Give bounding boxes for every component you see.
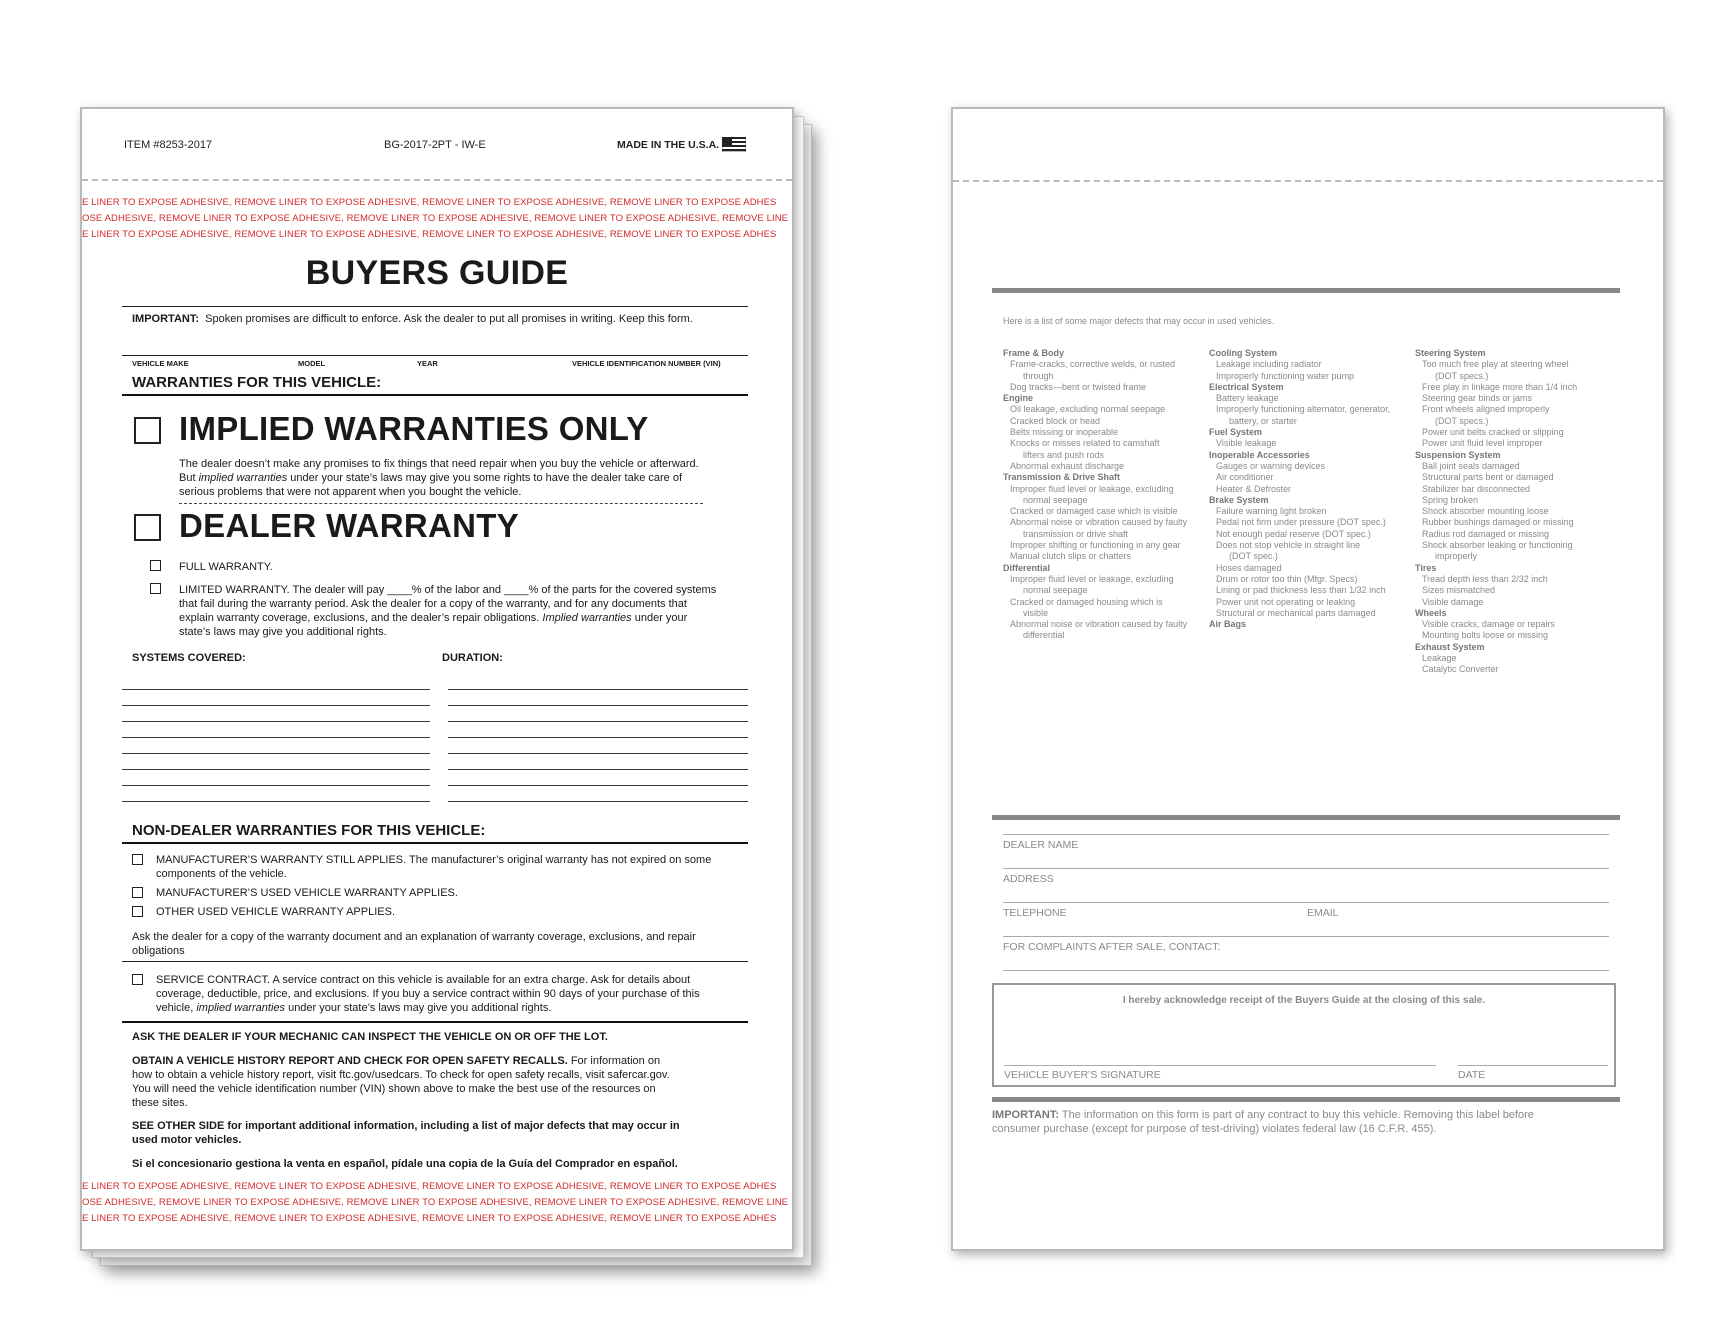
spanish-notice: Si el concesionario gestiona la venta en español, pídale una copia de la Guía del Comprador en español.: [132, 1158, 678, 1170]
mechanic-notice: ASK THE DEALER IF YOUR MECHANIC CAN INSPECT THE VEHICLE ON OR OFF THE LOT.: [132, 1031, 608, 1043]
page-title: BUYERS GUIDE: [305, 254, 569, 292]
defect-item: Cracked or damaged housing which is: [1010, 596, 1163, 607]
manufacturer-warranty-checkbox[interactable]: [132, 854, 143, 865]
duration-line[interactable]: [448, 689, 748, 690]
history-report-text: OBTAIN A VEHICLE HISTORY REPORT AND CHECK FOR OPEN SAFETY RECALLS. For information on how to obtain a vehicle history report, visit ftc.gov/usedcars. To check for open safety recalls, visit safercar.gov. You will need the vehicle identification number (VIN) shown above to make the best use of the resources on these sites.: [132, 1055, 670, 1109]
defect-item: Heater & Defroster: [1216, 483, 1292, 494]
service-contract-text: SERVICE CONTRACT. A service contract on this vehicle is available for an extra charge. Ask for details about coverage, deductible, price, and exclusions. If you buy a service contract within 90 days of your purchase of this vehicle, implied warranties under your state’s laws may give you additional rights.: [156, 974, 700, 1014]
date-line[interactable]: [1458, 1065, 1608, 1066]
acknowledgement-box: [992, 983, 1616, 1087]
duration-line[interactable]: [448, 801, 748, 802]
defect-item: Gauges or warning devices: [1216, 460, 1326, 471]
other-used-checkbox[interactable]: [132, 906, 143, 917]
complaints-label: FOR COMPLAINTS AFTER SALE, CONTACT:: [1003, 941, 1221, 953]
other-used-label: OTHER USED VEHICLE WARRANTY APPLIES.: [156, 906, 396, 918]
dealer-warranty-title: DEALER WARRANTY: [179, 507, 519, 544]
manufacturer-used-label: MANUFACTURER’S USED VEHICLE WARRANTY APPLIES.: [156, 887, 458, 899]
defect-item: Air conditioner: [1216, 472, 1274, 483]
address-label: ADDRESS: [1003, 873, 1054, 885]
telephone-line[interactable]: [1003, 902, 1609, 903]
duration-label: DURATION:: [442, 652, 503, 664]
defect-item: (DOT specs.): [1435, 370, 1489, 381]
systems-line[interactable]: [122, 785, 430, 786]
defect-category: Inoperable Accessories: [1209, 449, 1310, 460]
defect-item: Abnormal noise or vibration caused by faulty: [1010, 517, 1188, 528]
signature-line[interactable]: [1004, 1065, 1436, 1066]
defects-column-1: [1003, 348, 1203, 642]
systems-line[interactable]: [122, 737, 430, 738]
duration-line[interactable]: [448, 705, 748, 706]
form-code: BG-2017-2PT - IW-E: [384, 139, 486, 151]
dealer-name-label: DEALER NAME: [1003, 839, 1079, 851]
defect-category: Wheels: [1415, 607, 1447, 618]
systems-line[interactable]: [122, 721, 430, 722]
ask-copy-text: Ask the dealer for a copy of the warranty document and an explanation of warranty coverage, exclusions, and repair obligations: [132, 931, 696, 957]
defect-item: Radius rod damaged or missing: [1422, 528, 1550, 539]
duration-line[interactable]: [448, 721, 748, 722]
defect-item: Rubber bushings damaged or missing: [1422, 517, 1574, 528]
full-warranty-label: FULL WARRANTY.: [179, 561, 273, 573]
defect-category: Cooling System: [1209, 348, 1278, 358]
limited-warranty-checkbox[interactable]: [150, 583, 161, 594]
signature-label: VEHICLE BUYER’S SIGNATURE: [1004, 1069, 1161, 1081]
divider: [122, 306, 748, 307]
divider: [122, 394, 748, 396]
defect-item: Cracked or damaged case which is visible: [1010, 506, 1178, 517]
defect-item: Dog tracks—bent or twisted frame: [1010, 381, 1147, 392]
divider-bar: [992, 288, 1620, 293]
defect-item: Visible leakage: [1216, 438, 1277, 449]
defect-item: Oil leakage, excluding normal seepage: [1010, 404, 1166, 415]
defect-category: Exhaust System: [1415, 641, 1485, 652]
defect-item: Front wheels aligned improperly: [1422, 404, 1550, 415]
defect-item: Abnormal noise or vibration caused by faulty: [1010, 619, 1188, 630]
implied-warranties-text: The dealer doesn’t make any promises to fix things that need repair when you buy the vehicle or afterward. But implied warranties under your state’s laws may give you some rights to have the dealer take care of serious problems that were not apparent when you bought the vehicle.: [179, 458, 699, 498]
defect-item: transmission or drive shaft: [1023, 528, 1129, 539]
non-dealer-heading: NON-DEALER WARRANTIES FOR THIS VEHICLE:: [132, 822, 486, 839]
defect-category: Steering System: [1415, 348, 1486, 358]
defect-item: visible: [1023, 607, 1049, 618]
defects-column-3: [1415, 348, 1615, 676]
email-label: EMAIL: [1307, 907, 1339, 919]
service-contract-checkbox[interactable]: [132, 974, 143, 985]
defect-item: Does not stop vehicle in straight line: [1216, 540, 1361, 551]
manufacturer-used-checkbox[interactable]: [132, 887, 143, 898]
defect-category: Electrical System: [1209, 381, 1284, 392]
defect-item: Catalytic Converter: [1422, 664, 1499, 675]
defect-item: Too much free play at steering wheel: [1422, 359, 1569, 370]
defect-item: (DOT spec.): [1229, 551, 1278, 562]
implied-warranties-title: IMPLIED WARRANTIES ONLY: [179, 410, 649, 447]
liner-row: E LINER TO EXPOSE ADHESIVE, REMOVE LINER TO EXPOSE ADHESIVE, REMOVE LINER TO EXPOSE ADHESIVE, REMOVE LINER TO EXPOSE ADHES: [82, 197, 777, 208]
systems-line[interactable]: [122, 769, 430, 770]
systems-line[interactable]: [122, 689, 430, 690]
divider: [122, 1021, 748, 1023]
defect-item: Ball joint seals damaged: [1422, 460, 1520, 471]
defect-item: Structural parts bent or damaged: [1422, 472, 1554, 483]
date-label: DATE: [1458, 1069, 1486, 1081]
liner-row: E LINER TO EXPOSE ADHESIVE, REMOVE LINER TO EXPOSE ADHESIVE, REMOVE LINER TO EXPOSE ADHESIVE, REMOVE LINER TO EXPOSE ADHES: [82, 229, 777, 240]
perforation-line: [82, 179, 792, 181]
duration-line[interactable]: [448, 737, 748, 738]
buyers-guide-back: [951, 107, 1665, 1251]
defect-item: Cracked block or head: [1010, 415, 1101, 426]
defect-item: Manual clutch slips or chatters: [1010, 551, 1132, 562]
defect-item: Leakage including radiator: [1216, 359, 1322, 370]
defect-item: Shock absorber leaking or functioning: [1422, 540, 1573, 551]
address-line[interactable]: [1003, 868, 1609, 869]
important-note: IMPORTANT: Spoken promises are difficult to enforce. Ask the dealer to put all promises in writing. Keep this form.: [132, 313, 693, 325]
manufacturer-warranty-text: MANUFACTURER’S WARRANTY STILL APPLIES. The manufacturer’s original warranty has not expired on some components of the vehicle.: [156, 854, 712, 880]
systems-line[interactable]: [122, 753, 430, 754]
defect-item: Knocks or misses related to camshaft: [1010, 438, 1160, 449]
defect-item: Structural or mechanical parts damaged: [1216, 607, 1376, 618]
defect-item: Improper fluid level or leakage, excluding: [1010, 483, 1174, 494]
defect-category: Frame & Body: [1003, 348, 1065, 358]
defect-category: Differential: [1003, 562, 1051, 573]
defect-item: normal seepage: [1023, 585, 1088, 596]
complaints-contact-line[interactable]: [1003, 970, 1609, 971]
defect-item: Power unit fluid level improper: [1422, 438, 1543, 449]
defect-item: Battery leakage: [1216, 393, 1279, 404]
defect-item: improperly: [1435, 551, 1478, 562]
defect-item: Hoses damaged: [1216, 562, 1282, 573]
dealer-name-line[interactable]: [1003, 834, 1609, 835]
defect-category: Engine: [1003, 393, 1034, 404]
separator-dashed: [179, 503, 703, 504]
defect-item: Improperly functioning water pump: [1216, 370, 1355, 381]
defect-category: Brake System: [1209, 494, 1269, 505]
item-number: ITEM #8253-2017: [124, 139, 213, 151]
defect-item: Visible damage: [1422, 596, 1484, 607]
defect-item: Abnormal exhaust discharge: [1010, 460, 1125, 471]
duration-line[interactable]: [448, 785, 748, 786]
divider-bar: [992, 815, 1620, 820]
complaints-line[interactable]: [1003, 936, 1609, 937]
back-important-note: IMPORTANT: The information on this form is part of any contract to buy this vehicle. Removing this label before consumer purchase (except for purpose of test-driving) violates federal law (16 C.F.R. 455).: [992, 1109, 1534, 1135]
defect-item: Improper shifting or functioning in any gear: [1010, 540, 1181, 551]
duration-line[interactable]: [448, 769, 748, 770]
defects-intro: Here is a list of some major defects that may occur in used vehicles.: [1003, 316, 1275, 326]
defect-item: differential: [1023, 630, 1065, 641]
defect-item: Improperly functioning alternator, generator,: [1216, 404, 1391, 415]
defect-item: through: [1023, 370, 1054, 381]
defect-item: Frame-cracks, corrective welds, or rusted: [1010, 359, 1176, 370]
vehicle-info-line: [122, 355, 748, 356]
defect-item: Free play in linkage more than 1/4 inch: [1422, 381, 1578, 392]
vin-label: VEHICLE IDENTIFICATION NUMBER (VIN): [572, 359, 721, 368]
defect-item: Drum or rotor too thin (Mfgr. Specs): [1216, 573, 1358, 584]
limited-warranty-text: LIMITED WARRANTY. The dealer will pay ____% of the labor and ____% of the parts for the covered systems that fail during the warranty period. Ask the dealer for a copy of the warranty, and for any documents that explain warranty coverage, exclusions, and the dealer’s repair obligations. Implied warranties under your state’s laws may give you additional rights.: [179, 584, 717, 638]
adhesive-liner-bottom: [82, 1179, 792, 1227]
defect-item: Improper fluid level or leakage, excluding: [1010, 573, 1174, 584]
full-warranty-checkbox[interactable]: [150, 560, 161, 571]
vehicle-make-label: VEHICLE MAKE: [132, 359, 189, 368]
defect-category: Tires: [1415, 562, 1437, 573]
defect-item: normal seepage: [1023, 494, 1088, 505]
liner-row: E LINER TO EXPOSE ADHESIVE, REMOVE LINER TO EXPOSE ADHESIVE, REMOVE LINER TO EXPOSE ADHESIVE, REMOVE LINER TO EXPOSE ADHES: [82, 1213, 777, 1224]
defect-item: Tread depth less than 2/32 inch: [1422, 573, 1548, 584]
defect-item: Visible cracks, damage or repairs: [1422, 619, 1555, 630]
model-label: MODEL: [298, 359, 326, 368]
warranties-heading: WARRANTIES FOR THIS VEHICLE:: [132, 374, 382, 391]
defect-item: Not enough pedal reserve (DOT spec.): [1216, 528, 1371, 539]
defect-item: Steering gear binds or jams: [1422, 393, 1533, 404]
systems-line[interactable]: [122, 705, 430, 706]
us-flag-icon: [722, 137, 746, 152]
dealer-warranty-checkbox[interactable]: [134, 514, 161, 541]
buyers-guide-front: [80, 107, 794, 1251]
defect-item: Power unit not operating or leaking: [1216, 596, 1356, 607]
defect-item: Stabilizer bar disconnected: [1422, 483, 1531, 494]
defect-item: Spring broken: [1422, 494, 1479, 505]
defect-item: Belts missing or inoperable: [1010, 427, 1119, 438]
acknowledgement-text: I hereby acknowledge receipt of the Buyers Guide at the closing of this sale.: [1122, 995, 1486, 1006]
liner-row: OSE ADHESIVE, REMOVE LINER TO EXPOSE ADHESIVE, REMOVE LINER TO EXPOSE ADHESIVE, REMOVE LINER TO EXPOSE ADHESIVE, REMOVE LINE: [82, 1197, 789, 1208]
liner-row: E LINER TO EXPOSE ADHESIVE, REMOVE LINER TO EXPOSE ADHESIVE, REMOVE LINER TO EXPOSE ADHESIVE, REMOVE LINER TO EXPOSE ADHES: [82, 1181, 777, 1192]
perforation-line: [953, 180, 1663, 182]
systems-line[interactable]: [122, 801, 430, 802]
defect-item: Pedal not firm under pressure (DOT spec.): [1216, 517, 1386, 528]
duration-line[interactable]: [448, 753, 748, 754]
adhesive-liner-top: [82, 195, 792, 243]
made-in-usa: MADE IN THE U.S.A.: [617, 139, 720, 151]
defect-item: Lining or pad thickness less than 1/32 inch: [1216, 585, 1386, 596]
see-other-side-text: SEE OTHER SIDE for important additional information, including a list of major defects that may occur in used motor vehicles.: [132, 1120, 680, 1146]
defect-item: Failure warning light broken: [1216, 506, 1327, 517]
defect-item: Sizes mismatched: [1422, 585, 1496, 596]
defect-category: Fuel System: [1209, 427, 1263, 438]
defect-item: lifters and push rods: [1023, 449, 1105, 460]
liner-row: OSE ADHESIVE, REMOVE LINER TO EXPOSE ADHESIVE, REMOVE LINER TO EXPOSE ADHESIVE, REMOVE LINER TO EXPOSE ADHESIVE, REMOVE LINE: [82, 213, 789, 224]
divider-bar: [992, 1097, 1620, 1102]
year-label: YEAR: [417, 359, 438, 368]
defect-item: Leakage: [1422, 653, 1457, 664]
systems-covered-label: SYSTEMS COVERED:: [132, 652, 246, 664]
defect-category: Transmission & Drive Shaft: [1003, 472, 1121, 483]
defect-item: (DOT specs.): [1435, 415, 1489, 426]
defect-category: Suspension System: [1415, 449, 1501, 460]
divider: [122, 842, 748, 844]
defect-item: Mounting bolts loose or missing: [1422, 630, 1549, 641]
telephone-label: TELEPHONE: [1003, 907, 1067, 919]
defect-item: battery, or starter: [1229, 415, 1297, 426]
divider: [122, 961, 748, 962]
defects-column-2: [1209, 348, 1409, 630]
implied-warranties-checkbox[interactable]: [134, 417, 161, 444]
defect-item: Power unit belts cracked or slipping: [1422, 427, 1564, 438]
defect-item: Shock absorber mounting loose: [1422, 506, 1549, 517]
defect-category: Air Bags: [1209, 619, 1247, 630]
